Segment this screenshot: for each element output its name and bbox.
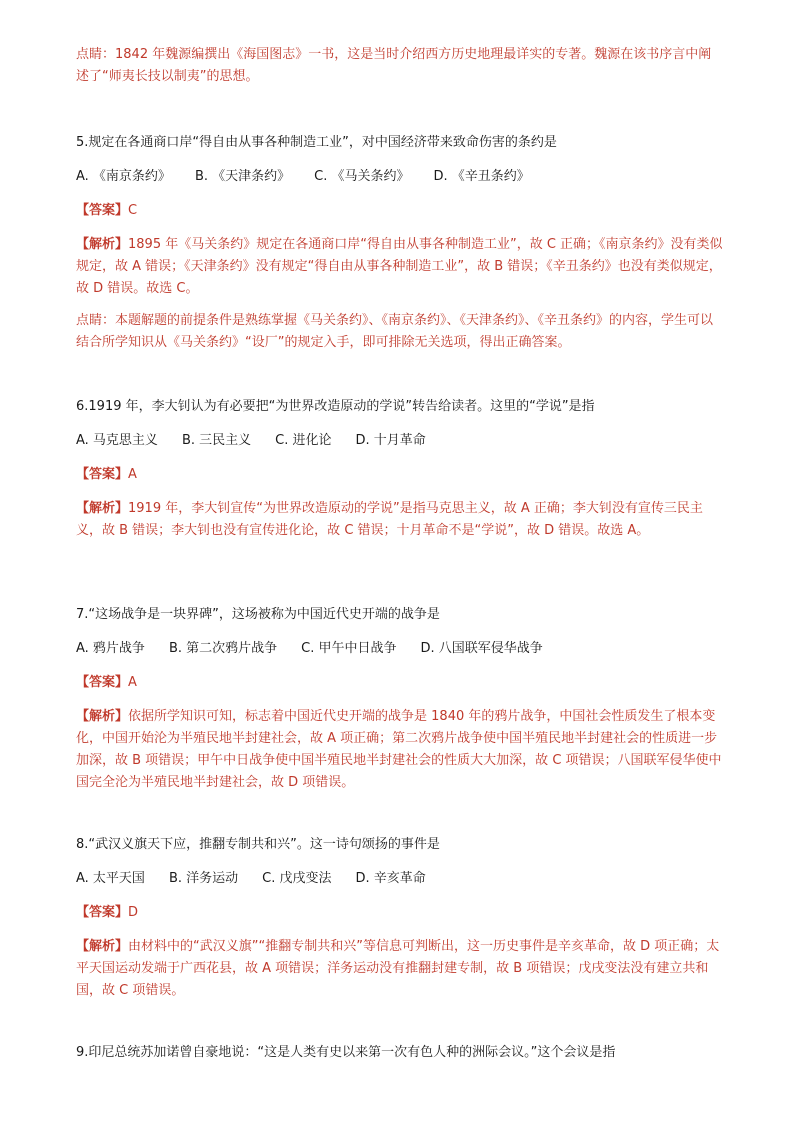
- answer-value: A: [128, 467, 137, 482]
- note-label: 点睛：: [76, 47, 116, 62]
- answer-value: C: [128, 203, 138, 218]
- option-b: B. 三民主义: [181, 433, 252, 448]
- question-5-note: [76, 310, 724, 354]
- question-8-answer: [76, 902, 724, 924]
- analysis-label: 【解析】: [76, 237, 129, 252]
- question-7-options: [76, 638, 724, 660]
- answer-label: 【答案】: [76, 675, 129, 690]
- question-6-answer: [76, 464, 724, 486]
- analysis-text: 1895 年《马关条约》规定在各通商口岸“得自由从事各种制造工业”，故 C 正确；《南京条约》没有类似规定，故 A 错误；《天津条约》没有规定“得自由从事各种制造工业”，故 B 错误；《辛丑条约》也没有类似规定，故 D 错误。故选 C。: [76, 237, 723, 296]
- question-5-analysis: [76, 234, 724, 300]
- analysis-label: 【解析】: [76, 501, 129, 516]
- question-7-answer: [76, 672, 724, 694]
- question-5-options: [76, 166, 724, 188]
- analysis-text: 依据所学知识可知，标志着中国近代史开端的战争是 1840 年的鸦片战争，中国社会性质发生了根本变化，中国开始沦为半殖民地半封建社会，故 A 项正确；第二次鸦片战争使中国半殖民地半封建社会的性质进一步加深，故 B 项错误；甲午中日战争使中国半殖民地半封建社会的性质大大加深，故 C 项错误；八国联军侵华使中国完全沦为半殖民地半封建社会，故 D 项错误。: [76, 709, 722, 790]
- option-a: A. 《南京条约》: [76, 169, 171, 184]
- option-c: C. 进化论: [275, 433, 332, 448]
- option-b: B. 《天津条约》: [194, 169, 291, 184]
- note-text: 本题解题的前提条件是熟练掌握《马关条约》、《南京条约》、《天津条约》、《辛丑条约》的内容，学生可以结合所学知识从《马关条约》“设厂”的规定入手，即可排除无关选项，得出正确答案。: [76, 313, 714, 350]
- option-d: D. 《辛丑条约》: [433, 169, 530, 184]
- question-7-analysis: [76, 706, 724, 794]
- note-label: 点睛：: [76, 313, 116, 328]
- question-6-analysis: [76, 498, 724, 542]
- question-5-stem: 5.规定在各通商口岸“得自由从事各种制造工业”，对中国经济带来致命伤害的条约是: [76, 135, 557, 150]
- answer-label: 【答案】: [76, 905, 129, 920]
- question-8-stem: 8.“武汉义旗天下应，推翻专制共和兴”。这一诗句颂扬的事件是: [76, 837, 440, 852]
- note-text: 1842 年魏源编撰出《海国图志》一书，这是当时介绍西方历史地理最详实的专著。魏源在该书序言中阐述了“师夷长技以制夷”的思想。: [76, 47, 712, 84]
- answer-label: 【答案】: [76, 203, 129, 218]
- option-b: B. 第二次鸦片战争: [168, 641, 278, 656]
- answer-value: A: [128, 675, 137, 690]
- note-previous: [76, 44, 724, 88]
- question-7-stem: 7.“这场战争是一块界碑”，这场被称为中国近代史开端的战争是: [76, 607, 440, 622]
- option-a: A. 太平天国: [76, 871, 145, 886]
- answer-value: D: [128, 905, 139, 920]
- analysis-text: 1919 年，李大钊宣传“为世界改造原动的学说”是指马克思主义，故 A 正确；李大钊没有宣传三民主义，故 B 错误；李大钊也没有宣传进化论，故 C 错误；十月革命不是“学说”，故 D 错误。故选 A。: [76, 501, 703, 538]
- question-6-stem: 6.1919 年，李大钊认为有必要把“为世界改造原动的学说”转告给读者。这里的“学说”是指: [76, 399, 595, 414]
- question-8-analysis: [76, 936, 724, 1002]
- option-d: D. 十月革命: [355, 433, 426, 448]
- option-b: B. 洋务运动: [168, 871, 239, 886]
- analysis-label: 【解析】: [76, 709, 129, 724]
- analysis-text: 由材料中的“武汉义旗”“推翻专制共和兴”等信息可判断出，这一历史事件是辛亥革命，故 D 项正确；太平天国运动发端于广西花县，故 A 项错误；洋务运动没有推翻封建专制，故 B 项错误；戊戌变法没有建立共和国，故 C 项错误。: [76, 939, 720, 998]
- option-a: A. 马克思主义: [76, 433, 158, 448]
- question-6-options: [76, 430, 724, 452]
- question-8-options: [76, 868, 724, 890]
- question-5-answer: [76, 200, 724, 222]
- option-c: C. 戊戌变法: [262, 871, 332, 886]
- question-9-stem: 9.印尼总统苏加诺曾自豪地说：“这是人类有史以来第一次有色人种的洲际会议。”这个会议是指: [76, 1045, 616, 1060]
- analysis-label: 【解析】: [76, 939, 129, 954]
- option-c: C. 甲午中日战争: [301, 641, 397, 656]
- option-a: A. 鸦片战争: [76, 641, 145, 656]
- option-c: C. 《马关条约》: [314, 169, 410, 184]
- option-d: D. 辛亥革命: [355, 871, 426, 886]
- option-d: D. 八国联军侵华战争: [420, 641, 543, 656]
- answer-label: 【答案】: [76, 467, 129, 482]
